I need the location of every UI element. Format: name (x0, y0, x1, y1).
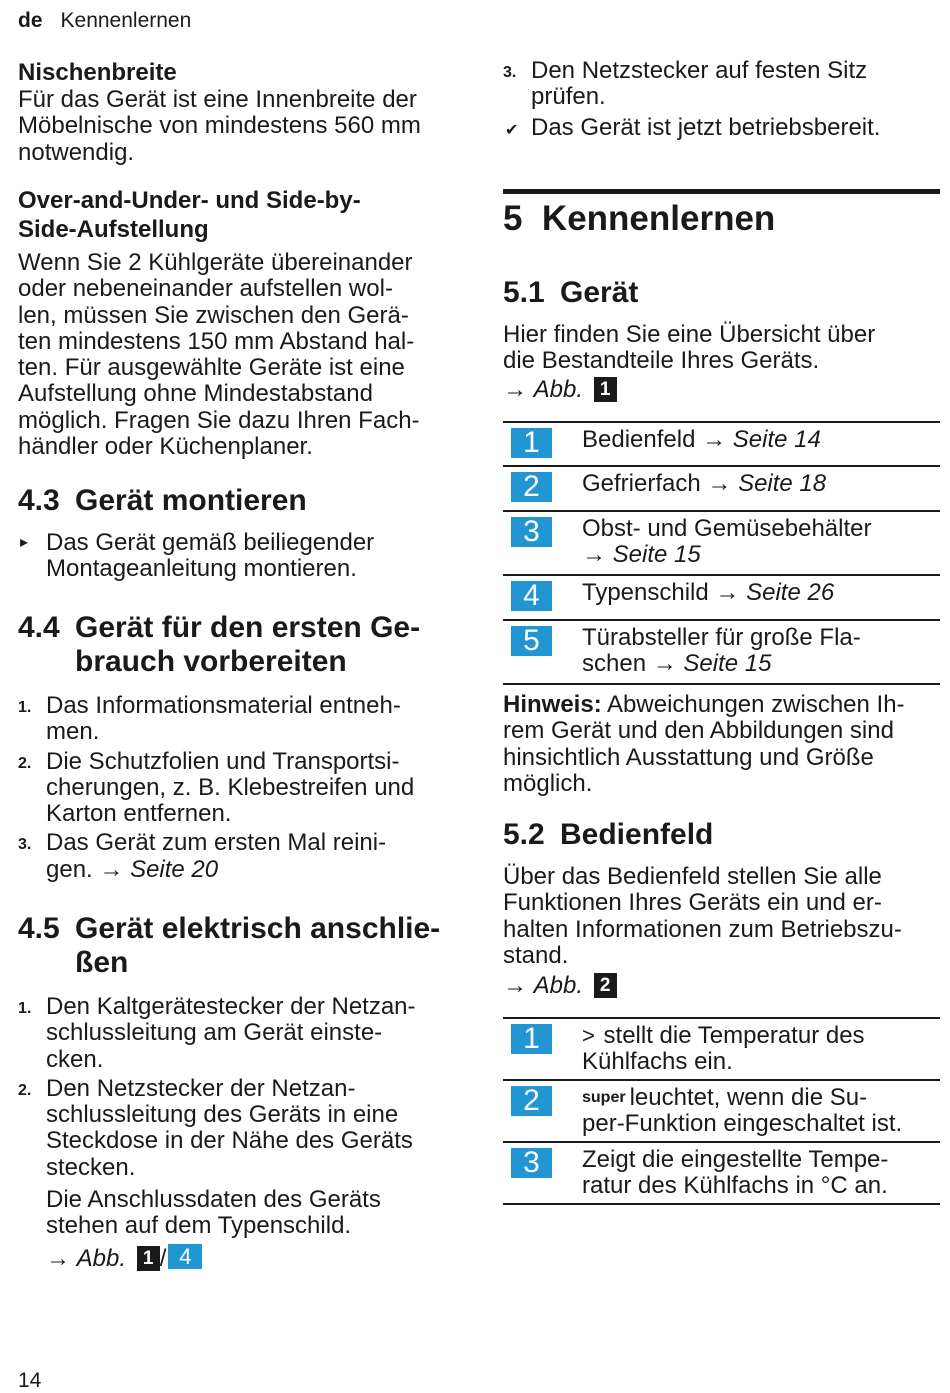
table-row (503, 421, 940, 465)
row-text (503, 467, 940, 501)
figure-link[interactable] (503, 376, 583, 403)
hint-label: Hinweis: (503, 691, 602, 718)
step-note-line: stehen auf dem Typenschild. (46, 1212, 352, 1240)
row-label-cont: schen (582, 650, 647, 678)
hint-box (503, 692, 940, 797)
section-4-4-title-1: Gerät für den ersten Ge- (75, 611, 421, 644)
hint-line: möglich. (503, 769, 593, 797)
table-row (503, 465, 940, 510)
arrow-right-icon: → (652, 650, 677, 678)
row-text (503, 621, 940, 682)
over-under-line: Wenn Sie 2 Kühlgeräte übereinander (18, 249, 413, 276)
step-item (18, 830, 468, 883)
section-4-3-heading (18, 484, 468, 518)
checkmark-icon: ✔ (505, 121, 519, 139)
row-line: stellt die Temperatur des (603, 1022, 865, 1049)
step-line: schlussleitung des Geräts in eine (46, 1101, 399, 1129)
section-intro-line: Funktionen Ihres Geräts ein und er- (503, 889, 882, 917)
figure-reference (503, 973, 940, 999)
step-line: schlussleitung am Gerät einste- (46, 1019, 383, 1047)
row-number-badge: 4 (511, 581, 552, 611)
section-4-5-title-2: ßen (75, 946, 129, 979)
hint-line: rem Gerät und den Abbildungen sind (503, 717, 894, 745)
figure-abb-text: Abb. (533, 972, 584, 1000)
table-row (503, 1141, 940, 1205)
figure-badge: 1 (594, 377, 617, 402)
section-5-1-number: 5.1 (503, 276, 545, 309)
section-4-3 (18, 484, 468, 583)
step-number: 3. (18, 836, 32, 854)
over-under-line: len, müssen Sie zwischen den Gerä- (18, 301, 409, 329)
step-line: stecken. (46, 1153, 136, 1181)
section-nischenbreite (18, 58, 468, 166)
row-number-badge: 3 (511, 517, 552, 547)
step-number: 2. (18, 754, 32, 772)
step-line: Steckdose in der Nähe des Geräts (46, 1127, 413, 1155)
step-line: Das Gerät zum ersten Mal reini- (46, 829, 387, 857)
list-item (18, 530, 468, 583)
row-text (503, 576, 940, 610)
page-reference-text: Seite 15 (683, 650, 772, 678)
chevron-right-icon: > (582, 1023, 595, 1048)
figure-link[interactable] (503, 972, 583, 999)
section-5-2 (503, 818, 940, 999)
step-line: Den Netzstecker der Netzan- (46, 1074, 356, 1102)
row-number-badge: 2 (511, 1086, 552, 1116)
section-4-4-heading (18, 611, 468, 645)
page-reference[interactable] (715, 579, 834, 606)
row-label: Obst- und Gemüsebehälter (582, 515, 872, 542)
over-under-title-2: Side-Aufstellung (18, 216, 209, 243)
section-4-5-number: 4.5 (18, 912, 60, 945)
step-line: cherungen, z. B. Klebestreifen und (46, 773, 415, 801)
row-text (503, 1143, 940, 1204)
list-item-line: Das Gerät gemäß beiliegender (46, 529, 375, 556)
hint-text: Abweichungen zwischen Ih- (607, 691, 905, 718)
step-text: gen. (46, 855, 93, 883)
arrow-right-icon: → (707, 470, 732, 497)
step-line: Den Kaltgerätestecker der Netzan- (46, 993, 416, 1020)
page-number: 14 (18, 1369, 42, 1392)
table-row (503, 1017, 940, 1079)
result-item (503, 115, 940, 141)
page-reference-text: Seite 14 (732, 426, 821, 453)
row-label: Bedienfeld (582, 426, 696, 453)
row-line: leuchtet, wenn die Su- (629, 1084, 868, 1111)
table-row (503, 510, 940, 574)
row-text (503, 512, 940, 573)
chapter-number: 5 (503, 199, 523, 238)
step-line (46, 857, 468, 883)
chapter-5 (503, 199, 940, 239)
step-number: 2. (18, 1081, 32, 1099)
page-reference[interactable] (99, 856, 218, 883)
page-reference-text: Seite 18 (738, 470, 827, 497)
step-item (18, 994, 468, 1073)
section-intro-line: Hier finden Sie eine Übersicht über (503, 321, 876, 348)
nischenbreite-title: Nischenbreite (18, 59, 177, 86)
section-4-3-title: Gerät montieren (75, 484, 307, 517)
step-item (18, 1076, 468, 1181)
step-note (18, 1187, 468, 1272)
row-number-badge: 1 (511, 428, 552, 458)
section-intro-line: Über das Bedienfeld stellen Sie alle (503, 863, 882, 890)
figure-abb-text: Abb. (533, 375, 584, 403)
arrow-right-icon: → (503, 375, 527, 403)
row-number-badge: 3 (511, 1148, 552, 1178)
language-code: de (18, 9, 43, 32)
row-text (503, 423, 940, 457)
over-under-line: ten mindestens 150 mm Abstand hal- (18, 327, 415, 355)
step-line: Den Netzstecker auf festen Sitz (531, 57, 868, 84)
bullet-triangle-icon: ▸ (20, 534, 29, 551)
figure-badge-blue: 4 (168, 1244, 202, 1269)
figure-badge: 2 (594, 973, 617, 998)
section-5-1 (503, 276, 940, 403)
section-4-4 (18, 611, 468, 883)
row-label: Gefrierfach (582, 470, 701, 497)
arrow-right-icon: → (715, 579, 740, 606)
row-number-badge: 1 (511, 1024, 552, 1054)
step-number: 1. (18, 699, 32, 716)
section-4-5-title-1: Gerät elektrisch anschlie- (75, 912, 441, 945)
section-5-2-title: Bedienfeld (560, 818, 714, 851)
row-line: ratur des Kühlfachs in °C an. (582, 1172, 888, 1200)
figure-badge: 1 (137, 1246, 160, 1271)
section-over-under (18, 186, 468, 460)
step-line: men. (46, 718, 100, 746)
hint-line: hinsichtlich Ausstattung und Größe (503, 743, 874, 771)
step-note-line: Die Anschlussdaten des Geräts (46, 1186, 381, 1214)
super-icon: super (582, 1089, 626, 1106)
step-line: Karton entfernen. (46, 800, 232, 828)
section-4-5 (18, 912, 468, 1272)
step-line: Die Schutzfolien und Transportsi- (46, 747, 400, 775)
row-text (503, 1081, 940, 1142)
arrow-right-icon: → (702, 426, 727, 453)
page-reference-text: Seite 26 (746, 579, 835, 606)
section-5-1-title: Gerät (560, 276, 639, 309)
figure-separator: / (159, 1244, 167, 1272)
step-item (503, 58, 940, 111)
row-number-badge: 5 (511, 626, 552, 656)
over-under-line: Aufstellung ohne Mindestabstand (18, 380, 373, 408)
row-line: Kühlfachs ein. (582, 1048, 733, 1076)
page-reference[interactable] (702, 426, 821, 453)
figure-abb-text: Abb. (76, 1244, 127, 1272)
step-item (18, 693, 468, 746)
page-header (18, 9, 191, 33)
over-under-line: möglich. Fragen Sie dazu Ihren Fach- (18, 406, 420, 434)
step-line: cken. (46, 1045, 104, 1073)
section-4-3-number: 4.3 (18, 484, 60, 517)
figure-reference (503, 377, 940, 403)
section-intro-line: halten Informationen zum Betriebszu- (503, 915, 902, 943)
section-intro-line: stand. (503, 941, 569, 969)
over-under-line: oder nebeneinander aufstellen wol- (18, 275, 393, 303)
chapter-title: Kennenlernen (541, 199, 776, 238)
header-section: Kennenlernen (60, 9, 192, 32)
hint-line (503, 692, 940, 718)
arrow-right-icon: → (46, 1244, 70, 1272)
right-step-3 (503, 58, 940, 141)
figure-reference (46, 1244, 468, 1272)
section-5-1-heading (503, 276, 940, 310)
section-5-2-number: 5.2 (503, 818, 545, 851)
row-line: Zeigt die eingestellte Tempe- (582, 1146, 889, 1173)
row-label: Türabsteller für große Fla- (582, 624, 861, 651)
page-reference[interactable] (582, 541, 701, 568)
section-4-4-title-2: brauch vorbereiten (75, 645, 347, 678)
arrow-right-icon: → (503, 972, 527, 1000)
section-4-5-heading (18, 912, 468, 946)
page-reference[interactable] (653, 650, 772, 677)
chapter-heading (503, 199, 940, 239)
over-under-line: händler oder Küchenplaner. (18, 433, 313, 461)
page-reference[interactable] (707, 470, 826, 497)
step-number: 3. (503, 64, 517, 81)
result-text: Das Gerät ist jetzt betriebsbereit. (531, 113, 881, 141)
step-line: prüfen. (531, 83, 606, 111)
control-panel-table (503, 1017, 940, 1205)
step-number: 1. (18, 1000, 32, 1017)
page-reference-text: Seite 20 (130, 855, 219, 883)
section-intro-line: die Bestandteile Ihres Geräts. (503, 347, 820, 375)
table-row (503, 619, 940, 685)
table-row (503, 1079, 940, 1141)
table-row (503, 574, 940, 619)
page-reference-text: Seite 15 (612, 541, 701, 569)
arrow-right-icon: → (582, 541, 606, 569)
section-4-4-number: 4.4 (18, 611, 60, 644)
section-5-2-heading (503, 818, 940, 852)
step-line: Das Informationsmaterial entneh- (46, 692, 401, 719)
step-item (18, 749, 468, 828)
row-label: Typenschild (582, 579, 709, 606)
figure-link[interactable] (46, 1245, 126, 1272)
over-under-line: ten. Für ausgewählte Geräte ist eine (18, 354, 405, 382)
nischenbreite-text: Für das Gerät ist eine Innenbreite der Möbelnische von mindestens 560 mm notwendig. (18, 86, 421, 166)
row-number-badge: 2 (511, 472, 552, 502)
component-table (503, 421, 940, 685)
over-under-title-1: Over-and-Under- und Side-by- (18, 187, 361, 214)
row-line: per-Funktion eingeschaltet ist. (582, 1110, 903, 1138)
chapter-rule (503, 189, 940, 194)
row-text (503, 1019, 940, 1080)
list-item-line: Montageanleitung montieren. (46, 555, 357, 583)
arrow-right-icon: → (99, 855, 124, 883)
